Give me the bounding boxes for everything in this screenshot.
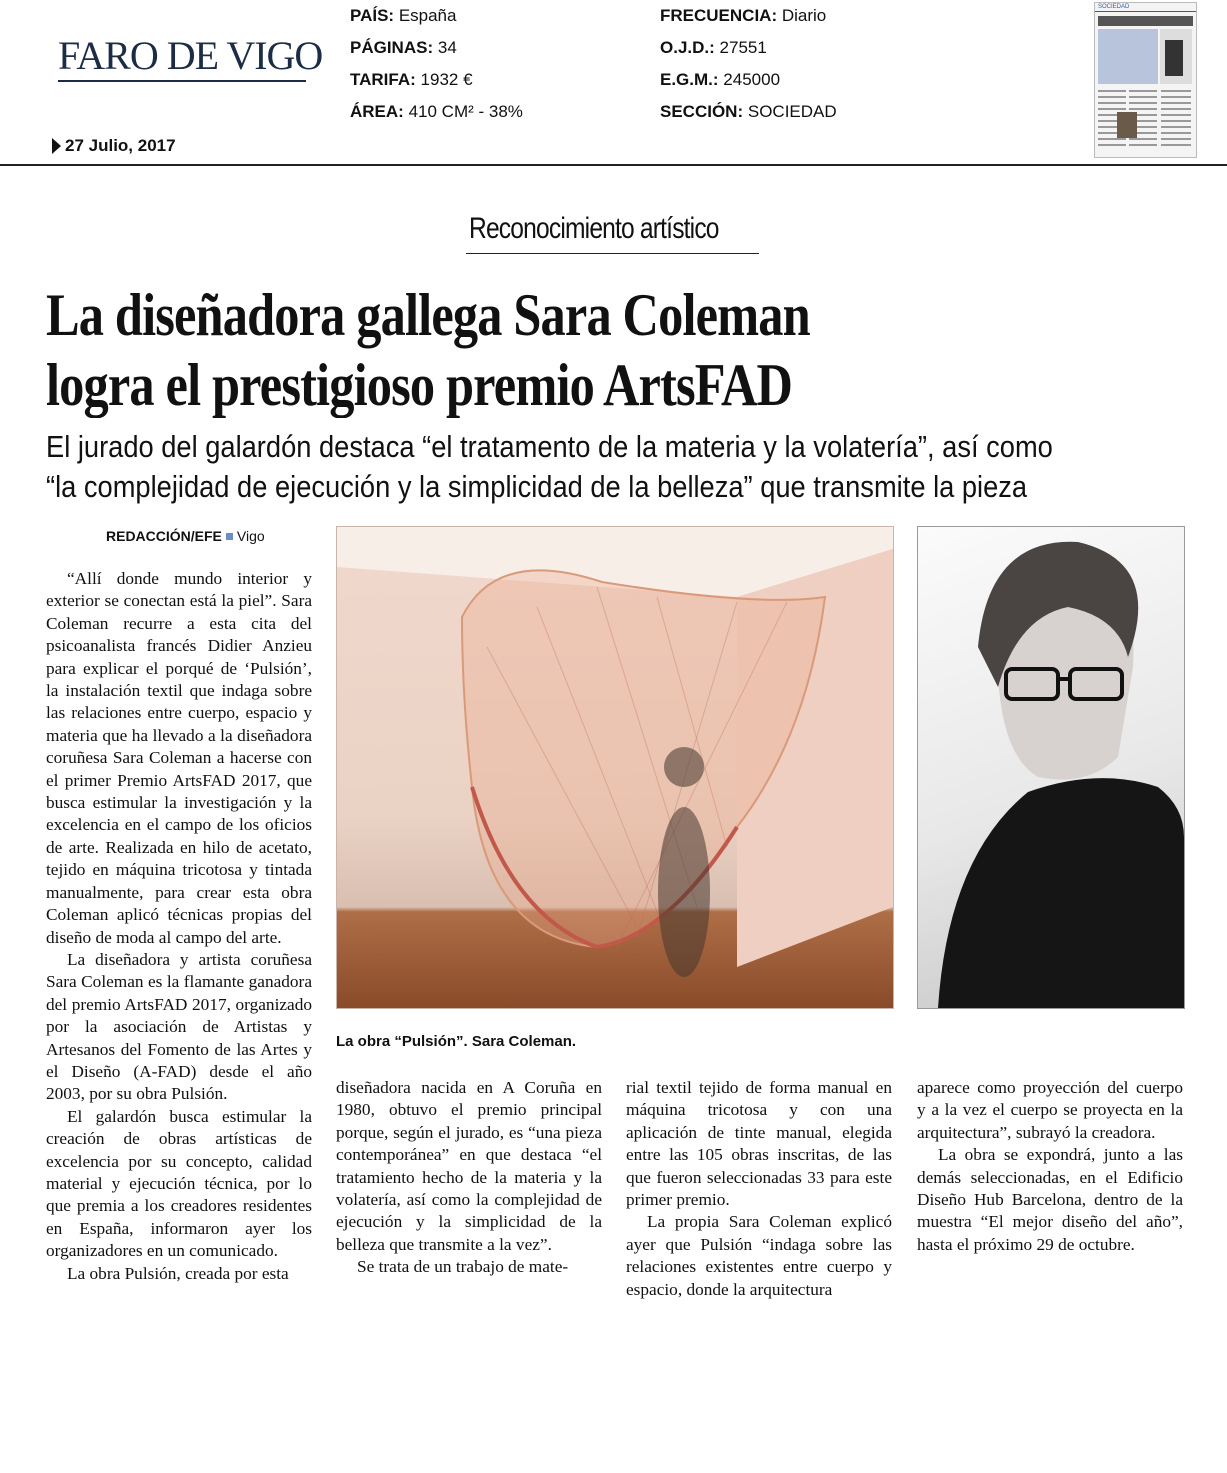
subheadline	[46, 427, 1053, 507]
paragraph: aparece como proyección del cuerpo y a la vez el cuerpo se proyecta en la arquitectura”, subrayó la creadora.	[917, 1078, 1183, 1142]
pulsion-installation-image	[337, 527, 893, 1008]
date-text: 27 Julio, 2017	[65, 136, 176, 155]
paragraph: diseñadora nacida en A Coruña en 1980, obtuvo el premio principal porque, según el jurado, es “una pieza contemporánea” en que destaca “el tratamiento hecho de la materia y la volatería, así como la complejidad de ejecución y la simplicidad de la belleza que transmite a la vez”.	[336, 1078, 602, 1254]
publication-date	[52, 136, 176, 156]
meta-rate: TARIFA: 1932 €	[350, 70, 473, 89]
headline	[46, 280, 810, 420]
meta-country: PAÍS: España	[350, 6, 457, 25]
meta-area: ÁREA: 410 CM² - 38%	[350, 102, 523, 121]
subhead-line-2: “la complejidad de ejecución y la simplicidad de la belleza” que transmite la pieza	[46, 469, 1028, 504]
paragraph: El galardón busca estimular la creación de obras artísticas de excelencia por su concepto, calidad material y ejecución técnica, por lo que premia a los creadores residentes en España, informaron ayer los organizadores en un comunicado.	[46, 1106, 312, 1261]
header-divider	[0, 164, 1227, 166]
paragraph: “Allí donde mundo interior y exterior se conectan está la piel”. Sara Coleman recurre a esta cita del psicoanalista francés Didier Anzieu para explicar el porqué de ‘Pulsión’, la instalación textil que indaga sobre las relaciones entre cuerpo, espacio y materia que ha llevado a la diseñadora coruñesa Sara Coleman a hacerse con el primer Premio ArtsFAD 2017, que busca estimular la investigación y la excelencia en el campo de los oficios de arte. Realizada en hilo de acetato, tejido en máquina tricotosa y tintada manualmente, para crear esta obra Coleman aplicó técnicas propias del diseño de moda al campo del arte.	[46, 569, 312, 947]
paragraph: rial textil tejido de forma manual en máquina tricotosa y con una aplicación de tinte manual, elegida entre las 105 obras inscritas, de las que fueron seleccionadas 33 para este primer premio.	[626, 1078, 892, 1210]
logo-underline	[58, 80, 306, 82]
article-column-2	[336, 1077, 602, 1279]
paragraph: La diseñadora y artista coruñesa Sara Coleman es la flamante ganadora del premio ArtsFAD 2017, organizado por la asociación de Artistas y Artesanos del Fomento de las Artes y el Diseño (A-FAD) desde el año 2003, por su obra Pulsión.	[46, 949, 312, 1104]
meta-pages: PÁGINAS: 34	[350, 38, 457, 57]
byline	[106, 528, 265, 544]
newspaper-logo: FARO DE VIGO	[58, 33, 323, 78]
meta-frequency: FRECUENCIA: Diario	[660, 6, 827, 25]
thumbnail-section-label: SOCIEDAD	[1095, 3, 1196, 12]
subhead-line-1: El jurado del galardón destaca “el tratamento de la materia y la volatería”, así como	[46, 429, 1053, 464]
sara-coleman-portrait-image	[918, 527, 1184, 1008]
portrait-photo	[917, 526, 1185, 1009]
byline-agency: REDACCIÓN/EFE	[106, 528, 222, 544]
section-label: Reconocimiento artístico	[469, 212, 719, 245]
byline-place: Vigo	[236, 528, 265, 544]
article-column-3	[626, 1077, 892, 1301]
paragraph: La propia Sara Coleman explicó ayer que Pulsión “indaga sobre las relaciones existentes entre cuerpo y espacio, donde la arquitectura	[626, 1212, 892, 1299]
paragraph: La obra Pulsión, creada por esta	[67, 1263, 289, 1283]
artwork-photo	[336, 526, 894, 1009]
paragraph: La obra se expondrá, junto a las demás seleccionadas, en el Edificio Diseño Hub Barcelona, dentro de la muestra “El mejor diseño del año”, hasta el próximo 29 de octubre.	[917, 1145, 1183, 1254]
headline-line-2: logra el prestigioso premio ArtsFAD	[46, 352, 793, 418]
meta-left	[350, 0, 523, 128]
play-triangle-icon	[52, 138, 61, 154]
thumbnail-mini-page	[1095, 12, 1196, 158]
square-bullet-icon	[226, 533, 233, 540]
meta-right	[660, 0, 837, 128]
meta-ojd: O.J.D.: 27551	[660, 38, 767, 57]
photo-caption: La obra “Pulsión”. Sara Coleman.	[336, 1033, 577, 1050]
page-thumbnail	[1094, 2, 1197, 158]
paragraph: Se trata de un trabajo de mate-	[357, 1257, 569, 1277]
meta-section: SECCIÓN: SOCIEDAD	[660, 102, 837, 121]
section-underline	[466, 253, 759, 254]
headline-line-1: La diseñadora gallega Sara Coleman	[46, 282, 810, 348]
article-column-1	[46, 568, 312, 1285]
meta-egm: E.G.M.: 245000	[660, 70, 781, 89]
article-column-4	[917, 1077, 1183, 1256]
